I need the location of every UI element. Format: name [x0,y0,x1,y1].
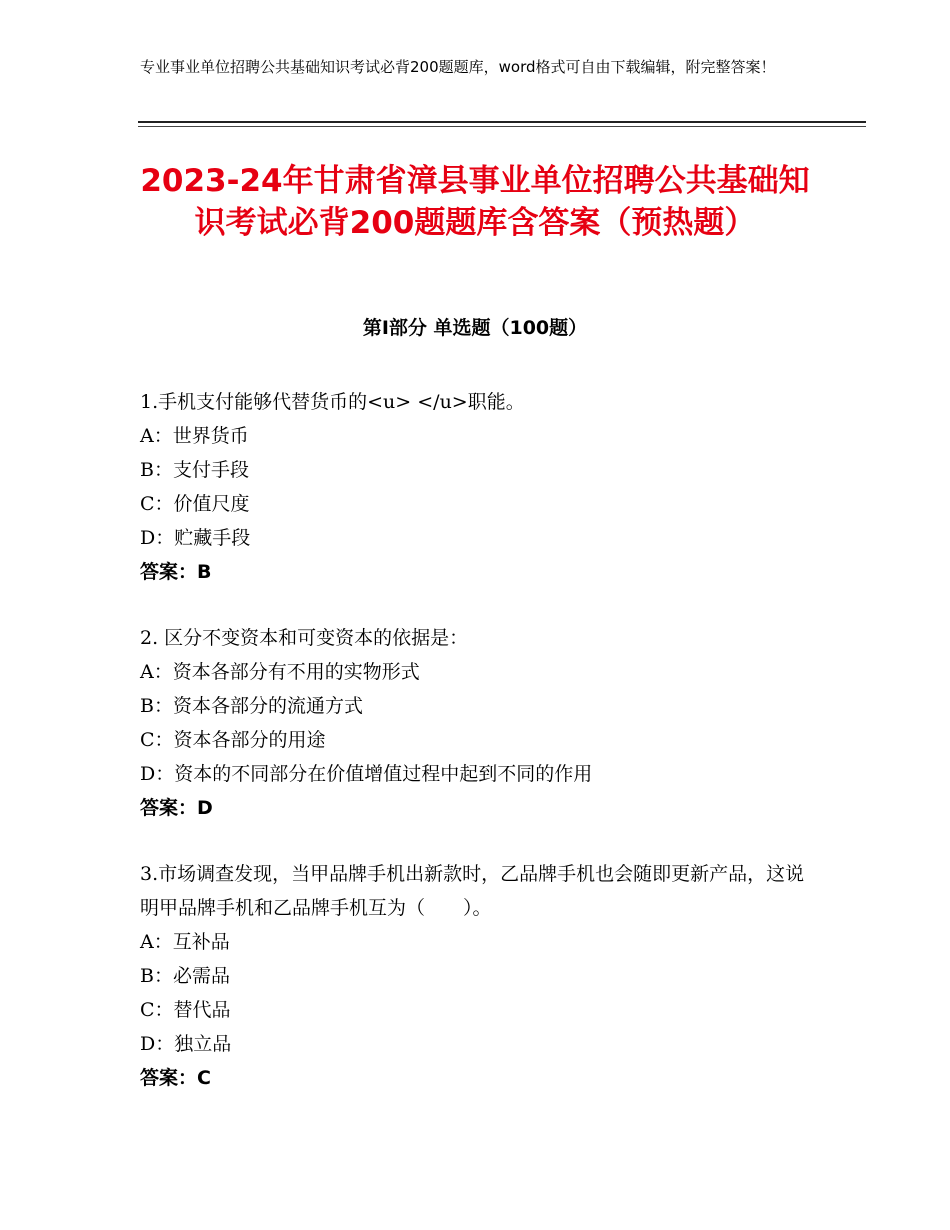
question-stem: 2. 区分不变资本和可变资本的依据是： [140,627,469,649]
header-divider-thick [138,121,866,123]
answer: 答案：D [140,797,213,819]
option-c: C：替代品 [140,999,231,1021]
question-stem: 1.手机支付能够代替货币的<u> </u>职能。 [140,391,525,413]
option-a: A：互补品 [140,931,230,953]
option-d: D：贮藏手段 [140,527,251,549]
option-c: C：资本各部分的用途 [140,729,326,751]
option-b: B：支付手段 [140,459,249,481]
option-b: B：资本各部分的流通方式 [140,695,363,717]
option-a: A：资本各部分有不用的实物形式 [140,661,420,683]
question-1 [140,385,820,589]
option-c: C：价值尺度 [140,493,250,515]
answer: 答案：B [140,561,212,583]
option-d: D：资本的不同部分在价值增值过程中起到不同的作用 [140,763,593,785]
question-list [140,385,820,1127]
question-stem: 3.市场调查发现，当甲品牌手机出新款时，乙品牌手机也会随即更新产品，这说明甲品牌手机和乙品牌手机互为（ ）。 [140,863,805,919]
question-2 [140,621,820,825]
option-a: A：世界货币 [140,425,249,447]
option-b: B：必需品 [140,965,230,987]
option-d: D：独立品 [140,1033,232,1055]
answer: 答案：C [140,1067,211,1089]
header-divider-thin [138,126,866,127]
question-3 [140,857,820,1095]
section-title: 第Ⅰ部分 单选题（100题） [362,317,588,339]
document-title: 2023-24年甘肃省漳县事业单位招聘公共基础知识考试必背200题题库含答案（预热题） [140,163,810,241]
header-note: 专业事业单位招聘公共基础知识考试必背200题题库，word格式可自由下载编辑，附完整答案！ [140,58,776,76]
